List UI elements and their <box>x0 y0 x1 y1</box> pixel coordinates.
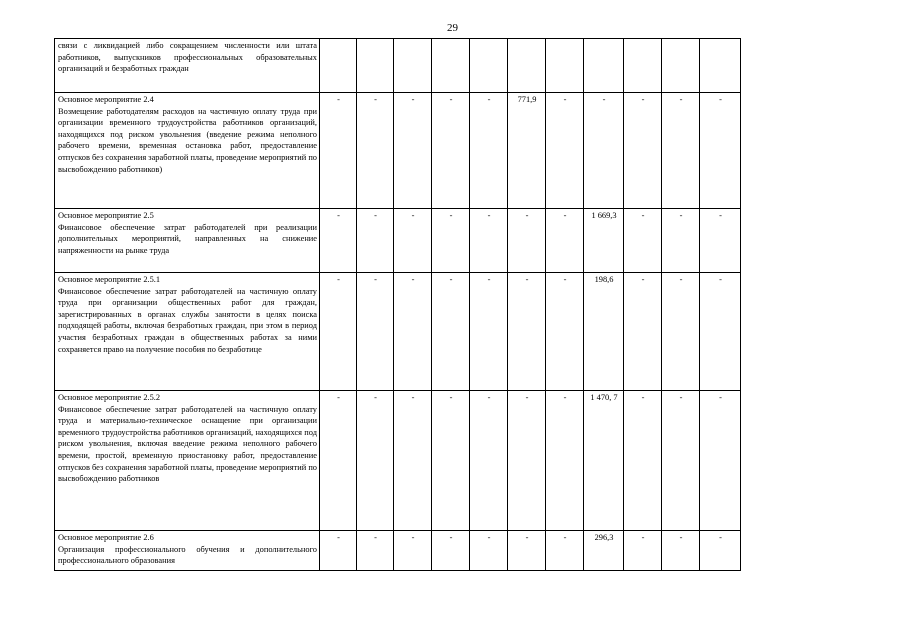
value-cell: - <box>662 391 700 531</box>
value-cell: - <box>320 273 357 391</box>
table-row <box>55 39 741 93</box>
measure-title: Основное мероприятие 2.4 <box>58 95 154 104</box>
measure-description <box>55 209 320 273</box>
value-cell: - <box>624 391 662 531</box>
value-cell: - <box>394 391 432 531</box>
value-cell <box>546 39 584 93</box>
value-cell: - <box>700 391 741 531</box>
measure-text: Финансовое обеспечение затрат работодателей при реализации дополнительных мероприятий, направленных на снижение напряженности на рынке труда <box>58 222 317 255</box>
value-cell: 1 669,3 <box>584 209 624 273</box>
value-cell: - <box>624 273 662 391</box>
value-cell: 771,9 <box>508 93 546 209</box>
measure-title: Основное мероприятие 2.6 <box>58 533 154 542</box>
page-number: 29 <box>447 22 458 34</box>
value-cell: - <box>700 531 741 571</box>
value-cell: - <box>357 209 394 273</box>
value-cell: - <box>394 273 432 391</box>
measure-text: Возмещение работодателям расходов на частичную оплату труда при организации временного трудоустройства работников организаций, находящихся под риском увольнения (введение режима неполного рабочего времени, временная остановка работ, предоставление отпусков без сохранения заработной платы, проведение мероприятий по высвобождению работников) <box>58 106 317 174</box>
value-cell: - <box>662 93 700 209</box>
value-cell: - <box>508 531 546 571</box>
value-cell: - <box>357 273 394 391</box>
measure-title: Основное мероприятие 2.5 <box>58 211 154 220</box>
value-cell: - <box>584 93 624 209</box>
value-cell: - <box>320 391 357 531</box>
value-cell: - <box>394 209 432 273</box>
measure-description <box>55 93 320 209</box>
value-cell: 296,3 <box>584 531 624 571</box>
table-body <box>55 39 741 571</box>
value-cell: - <box>357 391 394 531</box>
value-cell: - <box>470 93 508 209</box>
value-cell: - <box>624 209 662 273</box>
table-row <box>55 391 741 531</box>
value-cell: - <box>508 391 546 531</box>
value-cell <box>624 39 662 93</box>
value-cell: - <box>470 273 508 391</box>
value-cell: - <box>432 273 470 391</box>
measure-title: Основное мероприятие 2.5.1 <box>58 275 161 284</box>
table-row <box>55 531 741 571</box>
value-cell <box>700 39 741 93</box>
value-cell: - <box>624 531 662 571</box>
value-cell: - <box>320 93 357 209</box>
value-cell: - <box>470 531 508 571</box>
value-cell: - <box>357 93 394 209</box>
value-cell: - <box>700 273 741 391</box>
value-cell: - <box>432 209 470 273</box>
measure-description <box>55 531 320 571</box>
value-cell <box>508 39 546 93</box>
value-cell: - <box>546 93 584 209</box>
value-cell: - <box>432 391 470 531</box>
table-row <box>55 209 741 273</box>
value-cell: 1 470, 7 <box>584 391 624 531</box>
value-cell: - <box>700 93 741 209</box>
value-cell: - <box>508 209 546 273</box>
value-cell <box>662 39 700 93</box>
value-cell: - <box>662 209 700 273</box>
value-cell: - <box>662 273 700 391</box>
measure-title: Основное мероприятие 2.5.2 <box>58 393 161 402</box>
value-cell: - <box>357 531 394 571</box>
measure-description <box>55 39 320 93</box>
value-cell: - <box>470 209 508 273</box>
measure-text: Финансовое обеспечение затрат работодателей на частичную оплату труда и материально-техническое оснащение при организации временного трудоустройства работников организаций, находящихся под риском увольнения, включая введение режима неполного рабочего времени, простой, временную приостановку работ, предоставление отпусков без сохранения заработной платы, проведение мероприятий по высвобождению работников <box>58 404 317 484</box>
table-row <box>55 93 741 209</box>
value-cell: - <box>432 93 470 209</box>
value-cell: - <box>508 273 546 391</box>
value-cell: - <box>546 391 584 531</box>
value-cell: - <box>700 209 741 273</box>
program-table <box>54 38 741 571</box>
value-cell: 198,6 <box>584 273 624 391</box>
value-cell: - <box>546 209 584 273</box>
value-cell: - <box>546 531 584 571</box>
measure-text: Финансовое обеспечение затрат работодателей на частичную оплату труда при организации общественных работ для граждан, зарегистрированных в органах службы занятости в целях поиска подходящей работы, включая безработных граждан, при этом в период участия безработных граждан в общественных работах за ними сохраняется право на получение пособия по безработице <box>58 286 317 354</box>
value-cell: - <box>546 273 584 391</box>
value-cell: - <box>432 531 470 571</box>
value-cell: - <box>320 531 357 571</box>
value-cell: - <box>662 531 700 571</box>
measure-text: связи с ликвидацией либо сокращением численности или штата работников, выпускников профессиональных образовательных организаций и безработных граждан <box>58 41 317 74</box>
value-cell: - <box>320 209 357 273</box>
measure-text: Организация профессионального обучения и дополнительного профессионального образования <box>58 544 317 566</box>
measure-description <box>55 273 320 391</box>
value-cell <box>394 39 432 93</box>
value-cell <box>470 39 508 93</box>
table-row <box>55 273 741 391</box>
value-cell: - <box>470 391 508 531</box>
measure-description <box>55 391 320 531</box>
value-cell <box>320 39 357 93</box>
value-cell: - <box>394 531 432 571</box>
value-cell: - <box>624 93 662 209</box>
value-cell <box>357 39 394 93</box>
value-cell <box>432 39 470 93</box>
value-cell <box>584 39 624 93</box>
value-cell: - <box>394 93 432 209</box>
